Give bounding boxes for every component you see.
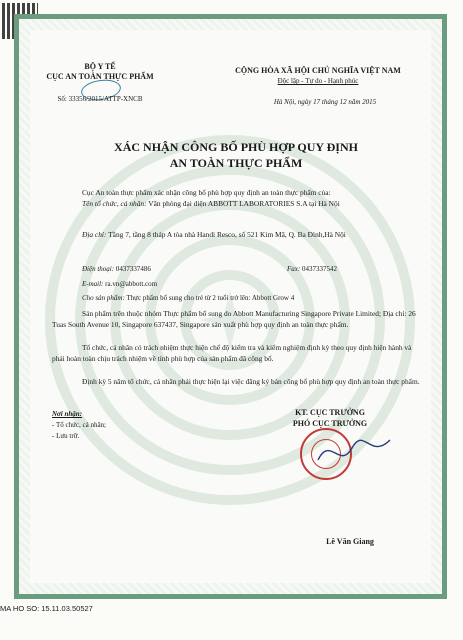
product-row [82,294,294,302]
manufacturer-paragraph: Sản phẩm trên thuộc nhóm Thực phẩm bổ sung do Abbott Manufacturing Singapore Private Limited; Địa chỉ: 26 Tuas South Avenue 10, Singapore 637437, Singapore sản xuất phù hợp quy định an toàn thực phẩm. [52,309,416,329]
product-value: Thực phẩm bổ sung cho trẻ từ 2 tuổi trở lên: Abbott Grow 4 [126,294,295,302]
fax-value: 0437337542 [301,265,337,273]
document-title-line1: XÁC NHẬN CÔNG BỐ PHÙ HỢP QUY ĐỊNH [114,140,358,154]
republic-name: CỘNG HÒA XÃ HỘI CHỦ NGHĨA VIỆT NAM [235,66,401,75]
ministry-name: BỘ Y TẾ [84,62,116,71]
address-row [52,230,422,241]
responsibility-paragraph: Tổ chức, cá nhân có trách nhiệm thực hiện chế độ kiểm tra và kiểm nghiệm định kỳ theo quy định hiện hành và phải hoàn toàn chịu trách nhiệm về tính phù hợp của sản phẩm đã công bố. [52,343,412,363]
recipient-item: - Tổ chức, cá nhân; [52,421,107,429]
agency-name: CỤC AN TOÀN THỰC PHẨM [46,72,154,81]
email-label: E-mail: [82,280,104,288]
signature-title: KT. CỤC TRƯỞNG [295,408,365,417]
signature-subtitle: PHÓ CỤC TRƯỞNG [292,419,368,428]
address-value: Tầng 7, tầng 8 tháp A tòa nhà Handi Resco, số 521 Kim Mã, Q. Ba Đình,Hà Nội [108,230,346,239]
organization-row [52,199,422,210]
organization-label: Tên tổ chức, cá nhân: [82,199,147,208]
phone-label: Điện thoại: [82,265,115,273]
organization-value: Văn phòng đại diện ABBOTT LABORATORIES S.A tại Hà Nội [148,199,340,208]
issue-date: Hà Nội, ngày 17 tháng 12 năm 2015 [273,98,377,106]
handwritten-signature [310,430,400,475]
signer-name: Lê Văn Giang [326,537,374,546]
fax-row [287,265,337,273]
recipients-title: Nơi nhận: [52,410,83,418]
document-number: Số: 33356/2015/ATTP-XNCB [57,95,143,103]
renewal-paragraph: Định kỳ 5 năm tổ chức, cá nhân phải thực hiện lại việc đăng ký bản công bố phù hợp quy định an toàn thực phẩm. [82,377,420,386]
dossier-code: MA HO SO: 15.11.03.50527 [0,604,93,613]
phone-row [82,265,151,273]
email-row [82,280,157,288]
document-title-line2: AN TOÀN THỰC PHẨM [169,156,303,170]
product-label: Cho sản phẩm: [82,294,125,302]
recipient-item: - Lưu trữ. [52,432,80,440]
phone-value: 0437337486 [115,265,151,273]
address-label: Địa chỉ: [82,230,107,239]
email-value: ra.vn@abbott.com [105,280,158,288]
fax-label: Fax: [287,265,301,273]
intro-text: Cục An toàn thực phẩm xác nhận công bố phù hợp quy định an toàn thực phẩm của: [82,188,331,197]
national-motto: Độc lập - Tự do - Hạnh phúc [277,77,359,85]
